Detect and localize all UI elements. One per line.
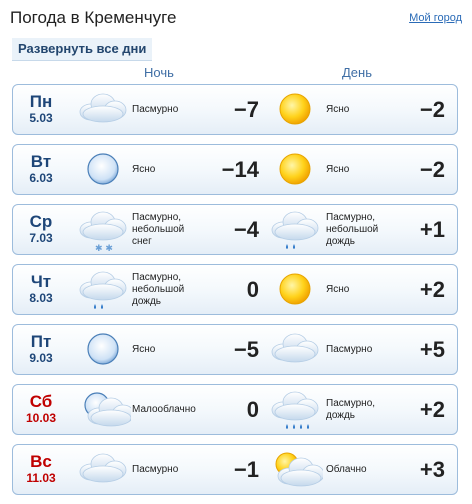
day-date: 8.03 (29, 291, 53, 305)
cloud-snow-icon (75, 208, 131, 252)
day-description: Пасмурно (326, 343, 373, 355)
forecast-row[interactable] (12, 324, 458, 375)
forecast-list (12, 84, 458, 504)
day-description: Пасмурно, небольшой дождь (326, 211, 379, 247)
day-description: Ясно (326, 283, 350, 295)
day-cell (13, 145, 69, 194)
day-cell (13, 205, 69, 254)
day-name: Чт (30, 272, 52, 291)
day-description: Ясно (326, 163, 350, 175)
day-cell (13, 85, 69, 134)
night-description: Пасмурно (132, 103, 179, 115)
night-description: Пасмурно (132, 463, 179, 475)
night-header: Ночь (144, 65, 174, 80)
day-temperature: +2 (419, 276, 445, 302)
day-description: Облачно (326, 463, 367, 475)
cloud-icon (75, 448, 131, 492)
cloud-icon (75, 88, 131, 132)
expand-all-days-button[interactable]: Развернуть все дни (12, 38, 152, 61)
moon-cloud-icon (75, 388, 131, 432)
day-name: Вт (30, 152, 52, 171)
day-name: Вс (30, 452, 52, 471)
day-cell (13, 385, 69, 434)
day-temperature: −2 (419, 96, 445, 122)
day-cell (13, 265, 69, 314)
night-temperature: −7 (233, 96, 259, 122)
day-name: Пн (29, 92, 53, 111)
moon-icon (75, 148, 131, 192)
night-temperature: −1 (233, 456, 259, 482)
sun-cloud-icon (267, 448, 323, 492)
cloud-rain-icon (267, 388, 323, 432)
day-date: 5.03 (29, 111, 53, 125)
cloud-rain-light-icon (267, 208, 323, 252)
day-temperature: +2 (419, 396, 445, 422)
day-description: Ясно (326, 103, 350, 115)
day-date: 10.03 (25, 411, 57, 425)
day-temperature: +1 (419, 216, 445, 242)
sun-icon (267, 148, 323, 192)
forecast-row[interactable] (12, 444, 458, 495)
day-date: 9.03 (29, 351, 53, 365)
night-description: Пасмурно, небольшой дождь (132, 271, 185, 307)
forecast-row[interactable] (12, 264, 458, 315)
day-name: Сб (29, 392, 53, 411)
cloud-rain-light-icon (75, 268, 131, 312)
night-description: Пасмурно, небольшой снег (132, 211, 185, 247)
cloud-icon (267, 328, 323, 372)
day-cell (13, 325, 69, 374)
day-cell (13, 445, 69, 494)
day-name: Ср (29, 212, 53, 231)
forecast-row[interactable] (12, 144, 458, 195)
day-date: 6.03 (29, 171, 53, 185)
forecast-row[interactable] (12, 204, 458, 255)
day-temperature: −2 (419, 156, 445, 182)
forecast-row[interactable] (12, 384, 458, 435)
night-temperature: −14 (221, 156, 259, 182)
my-city-link[interactable]: Мой город (409, 12, 462, 24)
sun-icon (267, 88, 323, 132)
night-description: Ясно (132, 343, 156, 355)
forecast-row[interactable] (12, 84, 458, 135)
night-temperature: −4 (233, 216, 259, 242)
page-title: Погода в Кременчуге (10, 8, 177, 27)
day-header: День (342, 65, 372, 80)
day-description: Пасмурно, дождь (326, 397, 376, 421)
night-description: Ясно (132, 163, 156, 175)
day-temperature: +5 (419, 336, 445, 362)
day-temperature: +3 (419, 456, 445, 482)
day-date: 7.03 (29, 231, 53, 245)
moon-icon (75, 328, 131, 372)
svg-text:✱ ✱: ✱ ✱ (95, 244, 113, 252)
night-temperature: 0 (246, 396, 259, 422)
night-temperature: 0 (246, 276, 259, 302)
day-date: 11.03 (26, 471, 56, 485)
night-description: Малооблачно (132, 403, 196, 415)
day-name: Пт (30, 332, 52, 351)
sun-icon (267, 268, 323, 312)
night-temperature: −5 (233, 336, 259, 362)
